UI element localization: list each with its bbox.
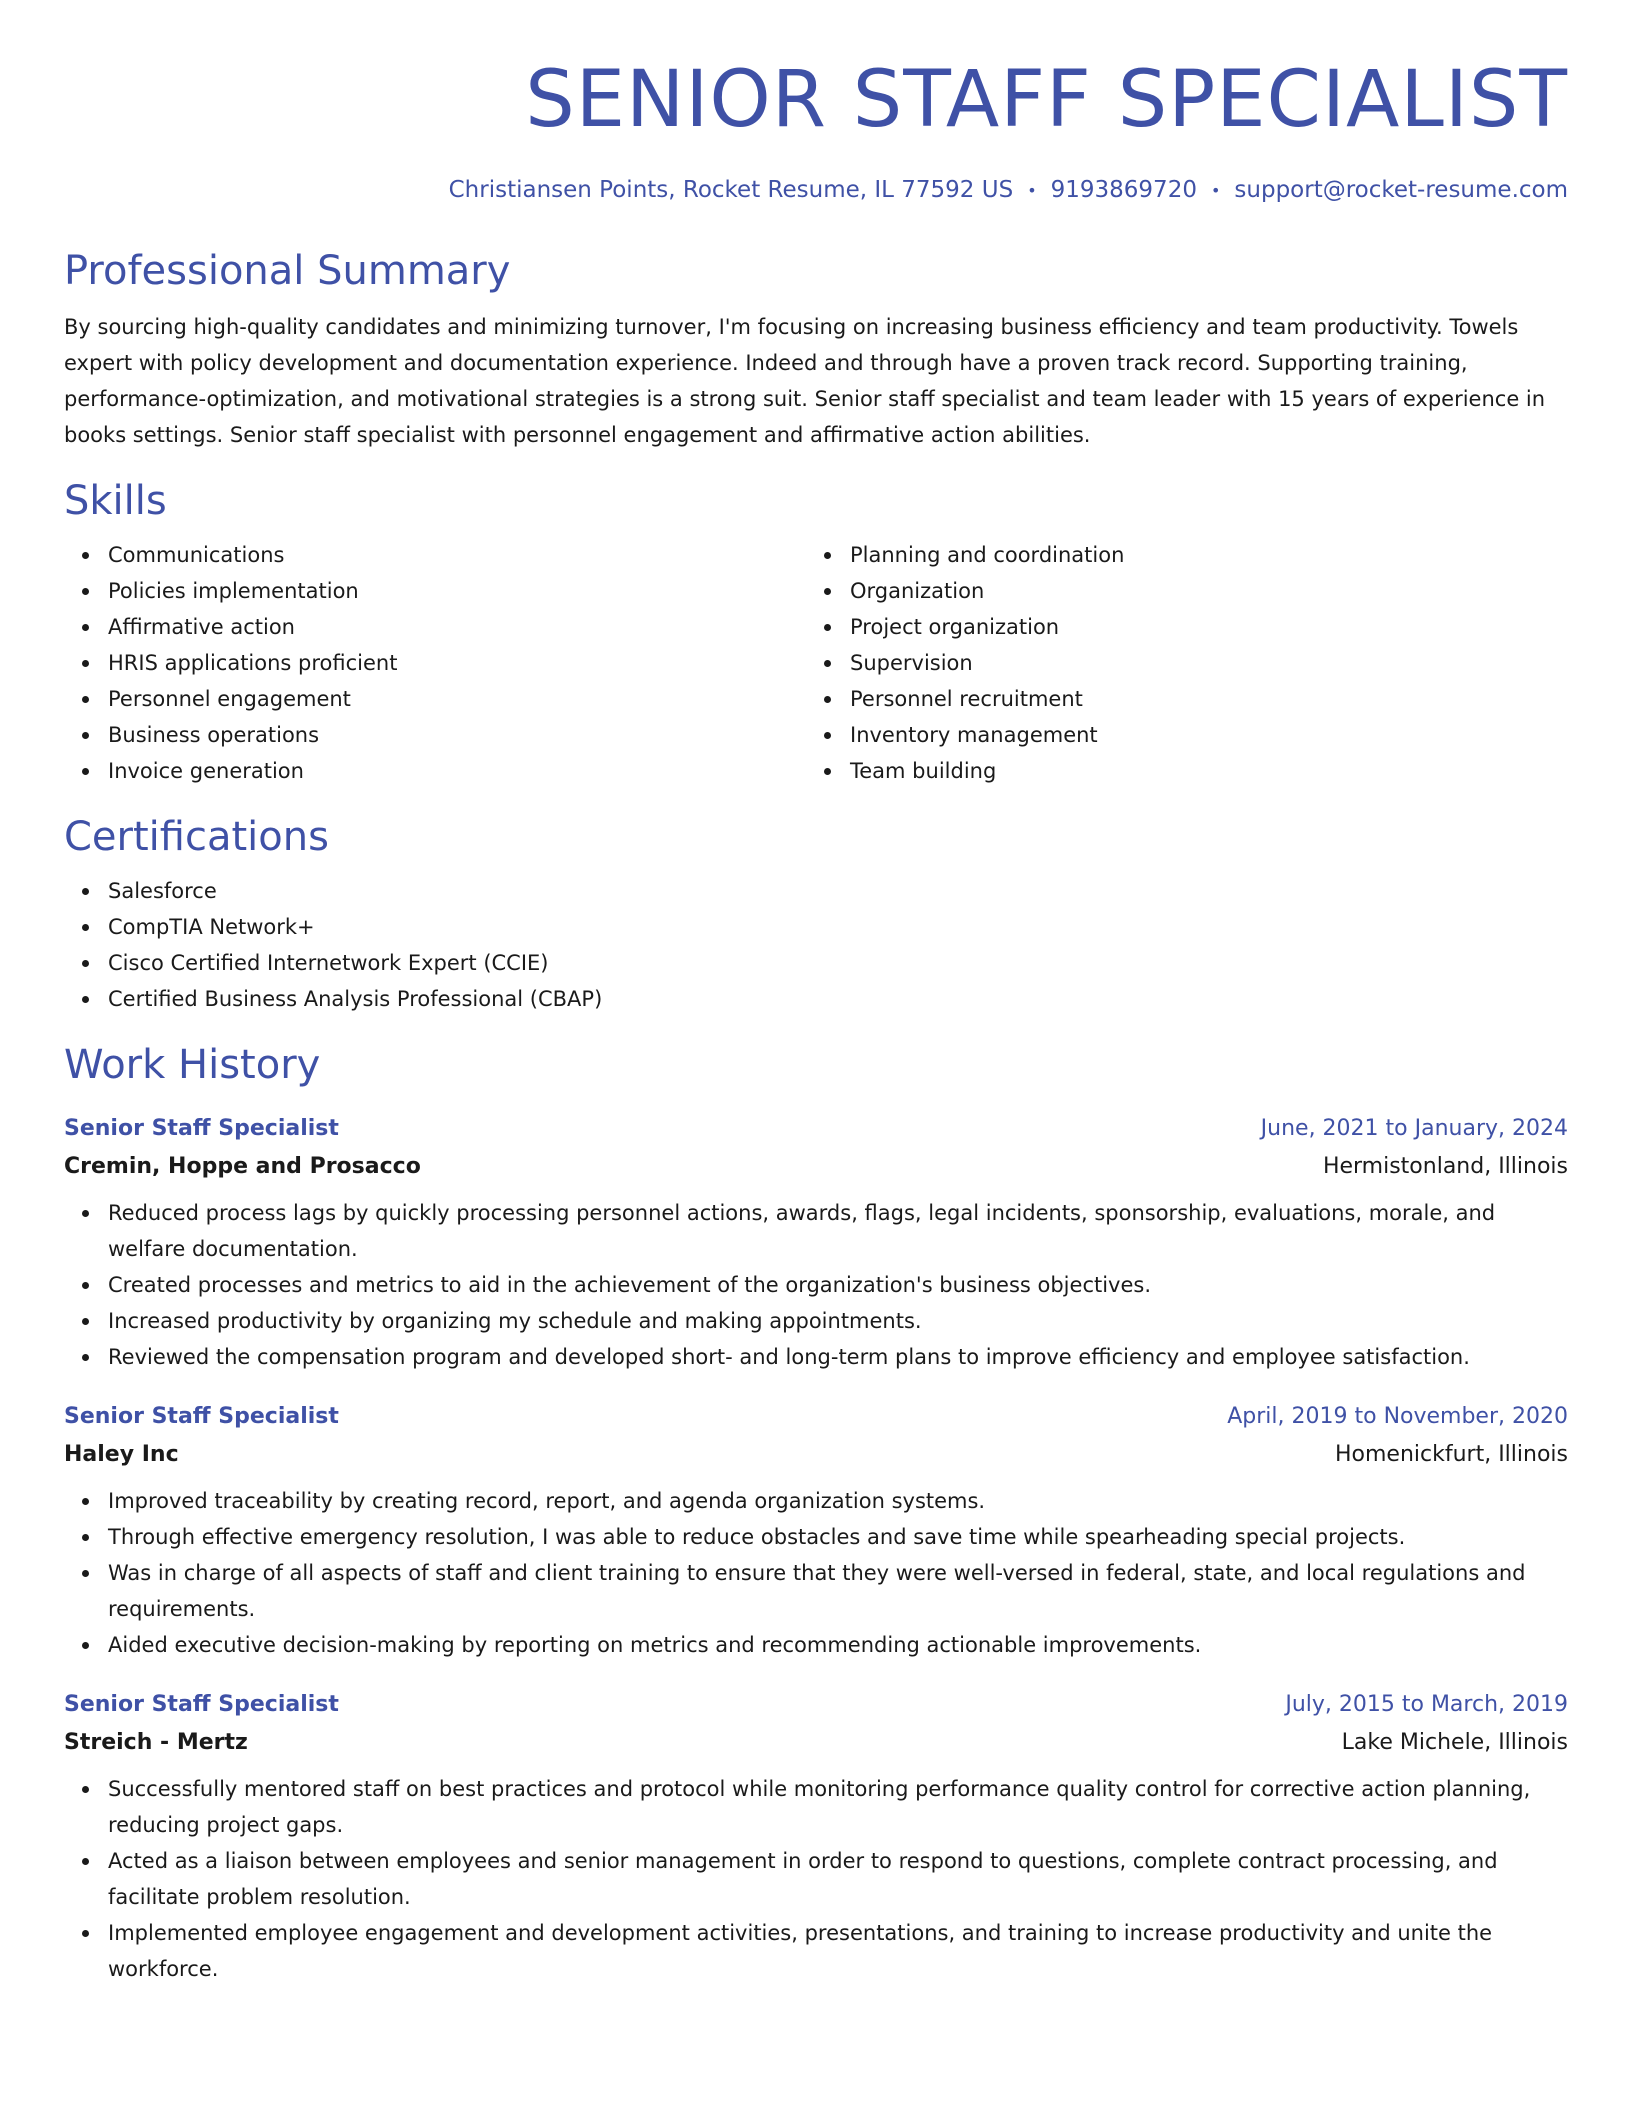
job-bullet: Improved traceability by creating record, report, and agenda organization systems.	[108, 1483, 1568, 1519]
skills-column-left	[64, 537, 806, 789]
skill-item: Personnel recruitment	[850, 681, 1548, 717]
skill-item: Planning and coordination	[850, 537, 1548, 573]
job-dates: June, 2021 to January, 2024	[1260, 1115, 1568, 1141]
contact-separator: •	[1027, 180, 1037, 200]
certification-item: Salesforce	[108, 873, 1568, 909]
job-company: Streich - Mertz	[64, 1729, 248, 1755]
certification-item: Certified Business Analysis Professional (CBAP)	[108, 981, 1568, 1017]
skill-item: Communications	[108, 537, 806, 573]
job-bullets	[64, 1483, 1568, 1663]
contact-phone: 9193869720	[1050, 177, 1197, 203]
job-header-row	[64, 1689, 1568, 1721]
summary-text: By sourcing high-quality candidates and minimizing turnover, I'm focusing on increasing business efficiency and team productivity. Towels expert with policy development and documentation experience. Indeed and through have a proven track record. Supporting training, performance-optimization, and motivational strategies is a strong suit. Senior staff specialist and team leader with 15 years of experience in books settings. Senior staff specialist with personnel engagement and affirmative action abilities.	[64, 314, 1546, 447]
work-history-heading: Work History	[64, 1041, 321, 1088]
certification-item: CompTIA Network+	[108, 909, 1568, 945]
job-bullet: Increased productivity by organizing my schedule and making appointments.	[108, 1303, 1568, 1339]
summary-heading: Professional Summary	[64, 247, 511, 294]
job-entry	[64, 1689, 1568, 1987]
job-bullet: Through effective emergency resolution, I was able to reduce obstacles and save time while spearheading special projects.	[108, 1519, 1568, 1555]
job-bullet: Aided executive decision-making by reporting on metrics and recommending actionable improvements.	[108, 1627, 1568, 1663]
skills-heading: Skills	[64, 477, 167, 524]
job-bullet: Was in charge of all aspects of staff and client training to ensure that they were well-versed in federal, state, and local regulations and requirements.	[108, 1555, 1568, 1627]
job-dates: July, 2015 to March, 2019	[1285, 1691, 1568, 1717]
contact-line	[64, 174, 1568, 207]
skill-item: Business operations	[108, 717, 806, 753]
skills-list-right	[806, 537, 1548, 789]
certifications-list	[64, 873, 1568, 1017]
skill-item: Inventory management	[850, 717, 1548, 753]
skill-item: Project organization	[850, 609, 1548, 645]
job-title: Senior Staff Specialist	[64, 1691, 339, 1717]
skills-column-right	[806, 537, 1548, 789]
job-entry	[64, 1113, 1568, 1375]
job-dates: April, 2019 to November, 2020	[1227, 1403, 1568, 1429]
job-title: Senior Staff Specialist	[64, 1403, 339, 1429]
certification-item: Cisco Certified Internetwork Expert (CCIE)	[108, 945, 1568, 981]
job-company-row	[64, 1721, 1568, 1759]
skill-item: Supervision	[850, 645, 1548, 681]
skill-item: Team building	[850, 753, 1548, 789]
job-location: Lake Michele, Illinois	[1341, 1729, 1568, 1755]
resume-page	[64, 52, 1568, 1987]
certifications-heading: Certifications	[64, 813, 329, 860]
job-bullets	[64, 1771, 1568, 1987]
job-header-row	[64, 1113, 1568, 1145]
job-bullet: Reviewed the compensation program and developed short- and long-term plans to improve efficiency and employee satisfaction.	[108, 1339, 1568, 1375]
job-title: Senior Staff Specialist	[64, 1115, 339, 1141]
job-header-row	[64, 1401, 1568, 1433]
contact-separator: •	[1210, 180, 1221, 200]
job-location: Homenickfurt, Illinois	[1334, 1441, 1568, 1467]
skill-item: Policies implementation	[108, 573, 806, 609]
resume-name: SENIOR STAFF SPECIALIST	[525, 55, 1568, 145]
job-bullet: Successfully mentored staff on best practices and protocol while monitoring performance quality control for corrective action planning, reducing project gaps.	[108, 1771, 1568, 1843]
job-bullet: Acted as a liaison between employees and senior management in order to respond to questions, complete contract processing, and facilitate problem resolution.	[108, 1843, 1568, 1915]
contact-address: Christiansen Points, Rocket Resume, IL 77592 US	[448, 177, 1014, 203]
job-bullet: Reduced process lags by quickly processing personnel actions, awards, flags, legal incidents, sponsorship, evaluations, morale, and welfare documentation.	[108, 1195, 1568, 1267]
job-bullets	[64, 1195, 1568, 1375]
job-company: Haley Inc	[64, 1441, 179, 1467]
skill-item: Organization	[850, 573, 1548, 609]
skill-item: HRIS applications proficient	[108, 645, 806, 681]
skill-item: Affirmative action	[108, 609, 806, 645]
skill-item: Invoice generation	[108, 753, 806, 789]
skills-list-left	[64, 537, 806, 789]
job-location: Hermistonland, Illinois	[1322, 1153, 1568, 1179]
job-bullet: Created processes and metrics to aid in the achievement of the organization's business objectives.	[108, 1267, 1568, 1303]
job-company: Cremin, Hoppe and Prosacco	[64, 1153, 421, 1179]
skill-item: Personnel engagement	[108, 681, 806, 717]
job-company-row	[64, 1433, 1568, 1471]
job-company-row	[64, 1145, 1568, 1183]
job-bullet: Implemented employee engagement and development activities, presentations, and training to increase productivity and unite the workforce.	[108, 1915, 1568, 1987]
skills-grid	[64, 537, 1568, 789]
contact-email[interactable]: support@rocket-resume.com	[1234, 177, 1568, 203]
job-entry	[64, 1401, 1568, 1663]
